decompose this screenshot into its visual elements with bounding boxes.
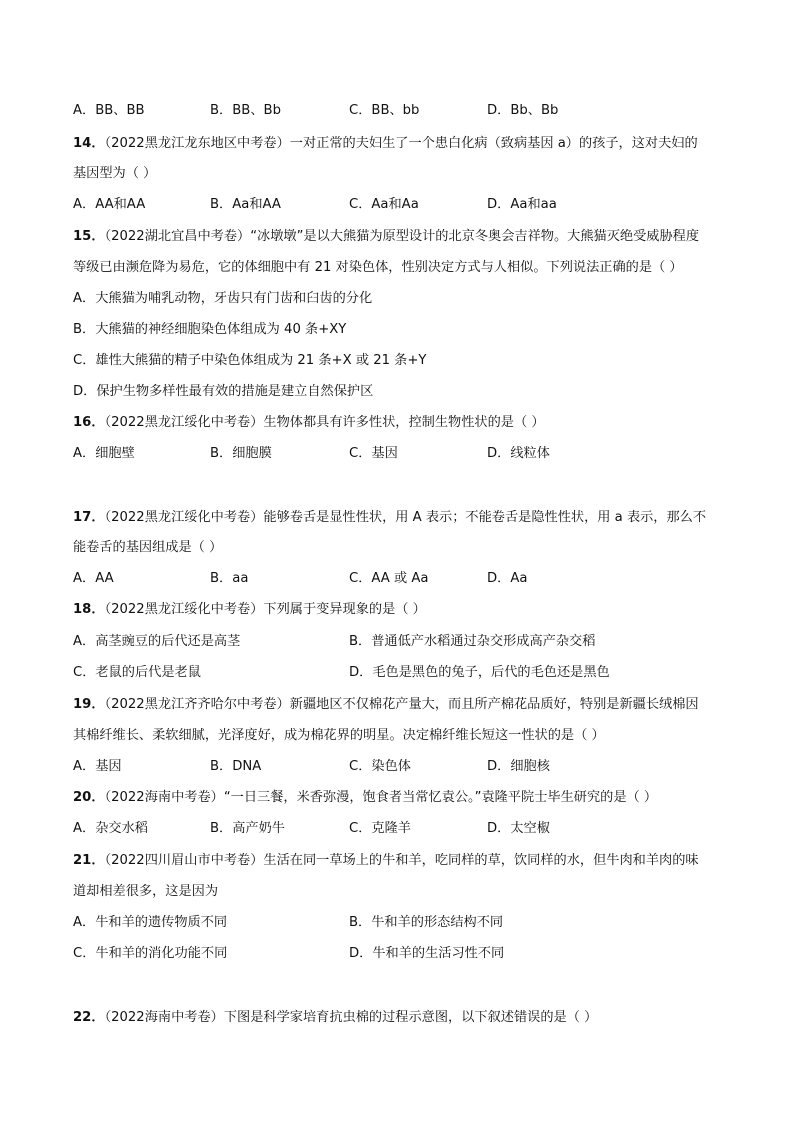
q21-stem-line1 (73, 851, 754, 871)
q20-text-1: （2022海南中考卷）“一日三餐，米香弥漫，饱食者当常忆袁公。”袁隆平院士毕生研究的是（ ） (104, 790, 658, 805)
q18-options-row1 (73, 632, 753, 652)
q17-stem-line2: 能卷舌的基因组成是（ ） (73, 540, 223, 555)
q13-option-d: D．Bb、Bb (487, 103, 559, 118)
q16-option-c: C．基因 (349, 446, 398, 461)
q17-number: 17． (73, 510, 105, 525)
q18-options-row2 (73, 663, 753, 683)
q15-option-d: D．保护生物多样性最有效的措施是建立自然保护区 (73, 384, 374, 399)
q14-option-d: D．Aa和aa (487, 197, 557, 212)
q16-option-b: B．细胞膜 (210, 446, 272, 461)
q16-number: 16． (73, 415, 105, 430)
q14-stem-line2: 基因型为（ ） (73, 166, 157, 181)
q19-number: 19． (73, 697, 105, 712)
q20-number: 20． (73, 790, 105, 805)
q17-option-c: C．AA 或 Aa (349, 571, 429, 586)
q17-stem-line1 (73, 508, 754, 528)
q20-options (73, 819, 753, 839)
q21-options-row1 (73, 913, 753, 933)
q19-stem-line1 (73, 695, 754, 715)
q20-option-b: B．高产奶牛 (210, 821, 285, 836)
q22-text-1: （2022海南中考卷）下图是科学家培育抗虫棉的过程示意图，以下叙述错误的是（ ） (104, 1010, 598, 1025)
q21-options-row2 (73, 944, 753, 964)
q15-option-a: A．大熊猫为哺乳动物，牙齿只有门齿和臼齿的分化 (73, 291, 373, 306)
q21-text-1: （2022四川眉山市中考卷）生活在同一草场上的牛和羊，吃同样的草，饮同样的水，但牛肉和羊肉的味 (104, 853, 699, 868)
q17-options (73, 569, 753, 589)
q21-option-c: C．牛和羊的消化功能不同 (73, 946, 228, 961)
q14-option-c: C．Aa和Aa (349, 197, 419, 212)
q15-stem-line1 (73, 227, 754, 247)
q15-text-1: （2022湖北宜昌中考卷）“冰墩墩”是以大熊猫为原型设计的北京冬奥会吉祥物。大熊猫灭绝受威胁程度 (104, 229, 700, 244)
q21-option-a: A．牛和羊的遗传物质不同 (73, 915, 228, 930)
q21-option-b: B．牛和羊的形态结构不同 (349, 915, 504, 930)
q14-text-1: （2022黑龙江龙东地区中考卷）一对正常的夫妇生了一个患白化病（致病基因 a）的孩子，这对夫妇的 (104, 136, 698, 151)
q19-option-a: A．基因 (73, 759, 122, 774)
q22-stem-line1 (73, 1008, 754, 1028)
q21-option-d: D．牛和羊的生活习性不同 (349, 946, 505, 961)
q14-stem-line1 (73, 134, 754, 154)
q22-number: 22． (73, 1010, 105, 1025)
q18-option-d: D．毛色是黑色的兔子，后代的毛色还是黑色 (349, 665, 610, 680)
q15-option-b: B．大熊猫的神经细胞染色体组成为 40 条+XY (73, 322, 347, 337)
q18-text-1: （2022黑龙江绥化中考卷）下列属于变异现象的是（ ） (104, 602, 426, 617)
q18-option-a: A．高茎豌豆的后代还是高茎 (73, 634, 241, 649)
q17-text-1: （2022黑龙江绥化中考卷）能够卷舌是显性性状，用 A 表示；不能卷舌是隐性性状，用 a 表示，那么不 (104, 510, 707, 525)
q13-option-a: A．BB、BB (73, 103, 145, 118)
q18-number: 18． (73, 602, 105, 617)
q16-option-d: D．线粒体 (487, 446, 550, 461)
q20-option-d: D．太空椒 (487, 821, 550, 836)
q17-option-a: A．AA (73, 571, 114, 586)
q19-text-1: （2022黑龙江齐齐哈尔中考卷）新疆地区不仅棉花产量大，而且所产棉花品质好，特别是新疆长绒棉因 (104, 697, 699, 712)
q14-option-a: A．AA和AA (73, 197, 146, 212)
q21-stem-line2: 道却相差很多，这是因为 (73, 884, 219, 899)
q21-number: 21． (73, 853, 105, 868)
q16-option-a: A．细胞壁 (73, 446, 135, 461)
q17-option-b: B．aa (210, 571, 249, 586)
q18-stem-line1 (73, 600, 754, 620)
q17-option-d: D．Aa (487, 571, 528, 586)
q19-stem-line2: 其棉纤维长、柔软细腻，光泽度好，成为棉花界的明星。决定棉纤维长短这一性状的是（ ） (73, 728, 605, 743)
q18-option-c: C．老鼠的后代是老鼠 (73, 665, 201, 680)
q13-option-b: B．BB、Bb (210, 103, 281, 118)
q20-stem-line1 (73, 788, 754, 808)
q14-options (73, 195, 753, 215)
q13-options (73, 101, 753, 121)
q16-stem-line1 (73, 413, 754, 433)
q18-option-b: B．普通低产水稻通过杂交形成高产杂交稻 (349, 634, 596, 649)
q15-number: 15． (73, 229, 105, 244)
q16-text-1: （2022黑龙江绥化中考卷）生物体都具有许多性状，控制生物性状的是（ ） (104, 415, 545, 430)
q15-option-c: C．雄性大熊猫的精子中染色体组成为 21 条+X 或 21 条+Y (73, 353, 427, 368)
q19-option-d: D．细胞核 (487, 759, 550, 774)
q19-option-c: C．染色体 (349, 759, 411, 774)
q20-option-a: A．杂交水稻 (73, 821, 148, 836)
q20-option-c: C．克隆羊 (349, 821, 411, 836)
q14-number: 14． (73, 136, 105, 151)
q13-option-c: C．BB、bb (349, 103, 420, 118)
q14-option-b: B．Aa和AA (210, 197, 281, 212)
q19-option-b: B．DNA (210, 759, 262, 774)
q16-options (73, 444, 753, 464)
q19-options (73, 757, 753, 777)
q15-stem-line2: 等级已由濒危降为易危，它的体细胞中有 21 对染色体，性别决定方式与人相似。下列说法正确的是（ ） (73, 260, 683, 275)
